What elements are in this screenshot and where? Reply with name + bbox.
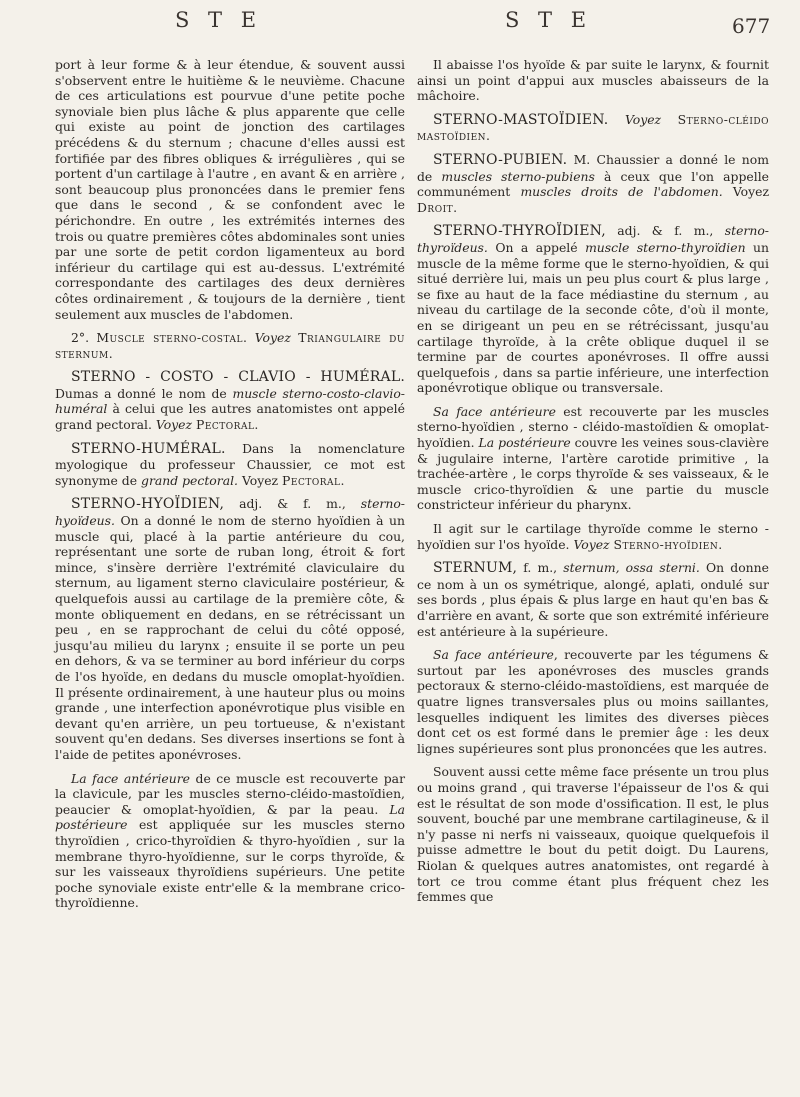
cross-reference: Pectoral. [282, 472, 345, 488]
entry-italic-term: muscles sterno-pubiens [441, 168, 595, 184]
entry-text: M. Chaussier a donné le nom de [417, 151, 769, 184]
entry-text: à celui que les autres anatomistes ont appelé grand pectoral. [55, 401, 405, 433]
entry-text: est appliquée sur les muscles sterno thyroïdien , crico-thyroïdien & thyro-hyoïdien , sur la membrane thyro-hyoïdienne, sur le corps thyroïde, & sur les vaisseaux thyroïdiens supérieurs. Une petite poche synoviale existe entr'elle & la membrane crico-thyroïdienne. [55, 817, 405, 911]
paragraph-continuation: port à leur forme & à leur étendue, & souvent aussi s'observent entre le huitième & le neuvième. Chacune de ces articulations est pourvue d'une petite poche synoviale bien plus lâche & plus apparente que celle qui existe au point de jonction des cartilages précédens & du sternum ; chacune d'elles aussi est fortifiée par des fibres obliques & irrégulières , qui se portent d'un cartilage à l'autre , en avant & en arrière , sont beaucoup plus prononcées dans le premier fens que dans le second , & se confondent avec le périchondre. En outre , les extrémités internes des trois ou quatre premières côtes abdominales sont unies par une sorte de petit cordon ligamenteux au bord inférieur du cartilage qui est au-dessus. L'extrémité correspondante des cartilages des deux dernières côtes ordinairement , & toujours de la dernière , tient seulement aux muscles de l'abdomen. [55, 57, 405, 322]
entry-grammar: adj. & f. m., [239, 496, 346, 512]
paragraph-continuation: Il abaisse l'os hyoïde & par suite le larynx, & fournit ainsi un point d'appui aux muscles abaisseurs de la mâchoire. [417, 57, 769, 104]
entry-sternum [417, 560, 769, 639]
entry-headword: STERNO-HYOÏDIEN, [71, 496, 225, 513]
entry-italic-term: La face antérieure [71, 770, 190, 786]
cross-reference: Triangulaire du sternum. [55, 330, 405, 361]
running-head-right: S T E [505, 8, 593, 32]
entry-sterno-mastoidien [417, 112, 769, 144]
entry-text: est recouverte par les muscles sterno-hyoïdien , sterno - cléido-mastoïdien & omoplat-hyoïdien. [417, 403, 769, 451]
voyez-label: Voyez [732, 184, 769, 200]
paragraph-sternum-trou: Souvent aussi cette même face présente un trou plus ou moins grand , qui traverse l'épaisseur de l'os & qui est le résultat de son mode d'ossification. Il est, le plus souvent, bouché par une membrane cartilagineuse, & il n'y passe ni nerfs ni vaisseaux, quoique quelquefois il puisse admettre le bout du petit doigt. Du Laurens, Riolan & quelques autres anatomistes, ont regardé à tort ce trou comme étant plus fréquent chez les femmes que [417, 764, 769, 905]
entry-sterno-pubien [417, 152, 769, 215]
voyez-label: Voyez [254, 330, 291, 346]
entry-grammar: adj. & f. m., [617, 223, 714, 239]
entry-text: On a donné le nom de sterno hyoïdien à un muscle qui, placé à la partie antérieure du cou, représentant une sorte de ruban long, étroit & fort mince, s'insère derrière l'extrémité claviculaire du sternum, au ligament sterno claviculaire postérieur, & quelquefois aussi au cartilage de la première côte, & monte obliquement en dedans, en se rétrécissant un peu , en se rapprochant de celui du côté opposé, jusqu'au milieu du larynx ; ensuite il se porte un peu en dehors, & va se terminer au bord inférieur du corps de l'os hyoïde, en dedans du muscle omoplat-hyoïdien. Il présente ordinairement, à une hauteur plus ou moins grande , une interfection aponévrotique plus visible en devant qu'en arrière, un peu tortueuse, & n'existant souvent qu'en dedans. Ses diverses insertions se font à l'aide de petites aponévroses. [55, 513, 405, 762]
paragraph-sternum-face [417, 647, 769, 756]
cross-reference: Sterno-cléido mastoïdien. [417, 111, 769, 144]
voyez-label: Voyez [624, 111, 662, 127]
entry-italic-term: grand pectoral. [141, 472, 238, 488]
entry-italic-term: Sa face antérieure [433, 647, 554, 663]
running-head-left: S T E [175, 8, 263, 32]
entry-sterno-hyoidien [55, 496, 405, 762]
entry-grammar: f. m., [523, 560, 558, 576]
right-column [417, 57, 769, 913]
entry-text: On donne ce nom à un os symétrique, alongé, aplati, ondulé sur ses bords , plus épais & plus large en haut qu'en bas & d'arrière en avant, & sorte que son extrémité inférieure est antérieure à la supérieure. [417, 560, 769, 639]
entry-text: à ceux que l'on appelle communément [417, 168, 769, 200]
paragraph-face-anterieure [55, 771, 405, 911]
entry-headword: STERNO-PUBIEN. [433, 151, 568, 168]
voyez-label: Voyez [573, 536, 610, 552]
voyez-label: Voyez [155, 417, 193, 433]
entry-text: Voyez [241, 472, 279, 488]
entry-headword: STERNO-MASTOÏDIEN. [433, 111, 609, 128]
entry-headword: STERNO-HUMÉRAL. [71, 440, 226, 457]
entry-headword: STERNO-THYROÏDIEN, [433, 223, 606, 240]
entry-text: Dumas a donné le nom de [55, 385, 227, 401]
paragraph-il-agit [417, 521, 769, 552]
entry-number: 2°. [71, 330, 90, 346]
entry-text: Il agit sur le cartilage thyroïde comme le sterno - hyoïdien sur l'os hyoïde. [417, 521, 769, 552]
cross-reference: Droit. [417, 199, 458, 215]
entry-text: Dans la nomenclature myologique du professeur Chaussier, ce mot est synonyme de [55, 440, 405, 488]
entry-text: couvre les veines sous-clavière & jugulaire interne, l'artère carotide primitive , la trachée-artère , le corps thyroïde & ses vaisseaux, & le muscle crico-thyroïdien & une partie du muscle constricteur inférieur du pharynx. [417, 435, 769, 513]
entry-italic-term: La postérieure [478, 435, 571, 451]
page-header [0, 8, 800, 48]
cross-reference: Sterno-hyoïdien. [613, 536, 723, 552]
entry-latin: sterno-hyoïdeus. [55, 496, 405, 529]
entry-italic-term: muscles droits de l'abdomen. [520, 184, 723, 200]
entry-muscle-sterno-costal [55, 330, 405, 361]
entry-latin: sterno-thyroïdeus. [417, 223, 769, 255]
entry-latin: ossa sterni. [625, 560, 700, 576]
entry-sterno-costo-clavio-humeral [55, 369, 405, 432]
entry-headword: STERNO - COSTO - CLAVIO - HUMÉRAL. [71, 369, 405, 386]
entry-text: On a appelé [495, 239, 578, 255]
page-number: 677 [732, 14, 771, 38]
entry-sterno-humeral [55, 441, 405, 489]
entry-italic-term: Sa face antérieure [433, 403, 556, 419]
entry-latin: sternum, [563, 560, 620, 576]
entry-headword: Muscle sterno-costal. [96, 330, 248, 346]
entry-italic-term: La postérieure [55, 801, 405, 833]
entry-text: , recouverte par les tégumens & surtout par les aponévroses des muscles grands pectoraux & sterno-cléido-mastoïdiens, est marquée de quatre lignes transversales plus ou moins saillantes, lesquelles indiquent les limites des diverses pièces dont cet os est formé dans le premier âge : les deux lignes supérieures sont plus prononcées que les autres. [417, 647, 770, 756]
entry-text: un muscle de la même forme que le sterno-hyoïdien, & qui situé derrière lui, mais un peu plus court & plus large , se fixe au haut de la face médiastine du sternum , au niveau du cartilage de la seconde côte, d'où il monte, en se dirigeant un peu en se rétrécissant, jusqu'au cartilage thyroïde, à la crête oblique duquel il se termine par de courtes aponévroses. Il offre aussi quelquefois , dans sa partie inférieure, une interfection aponévrotique oblique ou transversale. [417, 239, 769, 396]
entry-italic-term: muscle sterno-costo-clavio-huméral [55, 385, 405, 417]
entry-italic-term: muscle sterno-thyroïdien [585, 239, 746, 255]
left-column [55, 57, 405, 919]
entry-headword: STERNUM, [433, 560, 518, 577]
cross-reference: Pectoral. [196, 417, 259, 433]
entry-text: de ce muscle est recouverte par la clavicule, par les muscles sterno-cléido-mastoïdien, peaucier & omoplat-hyoïdien, & par la peau. [55, 770, 405, 817]
paragraph-sa-face [417, 404, 769, 513]
entry-sterno-thyroidien [417, 223, 769, 396]
